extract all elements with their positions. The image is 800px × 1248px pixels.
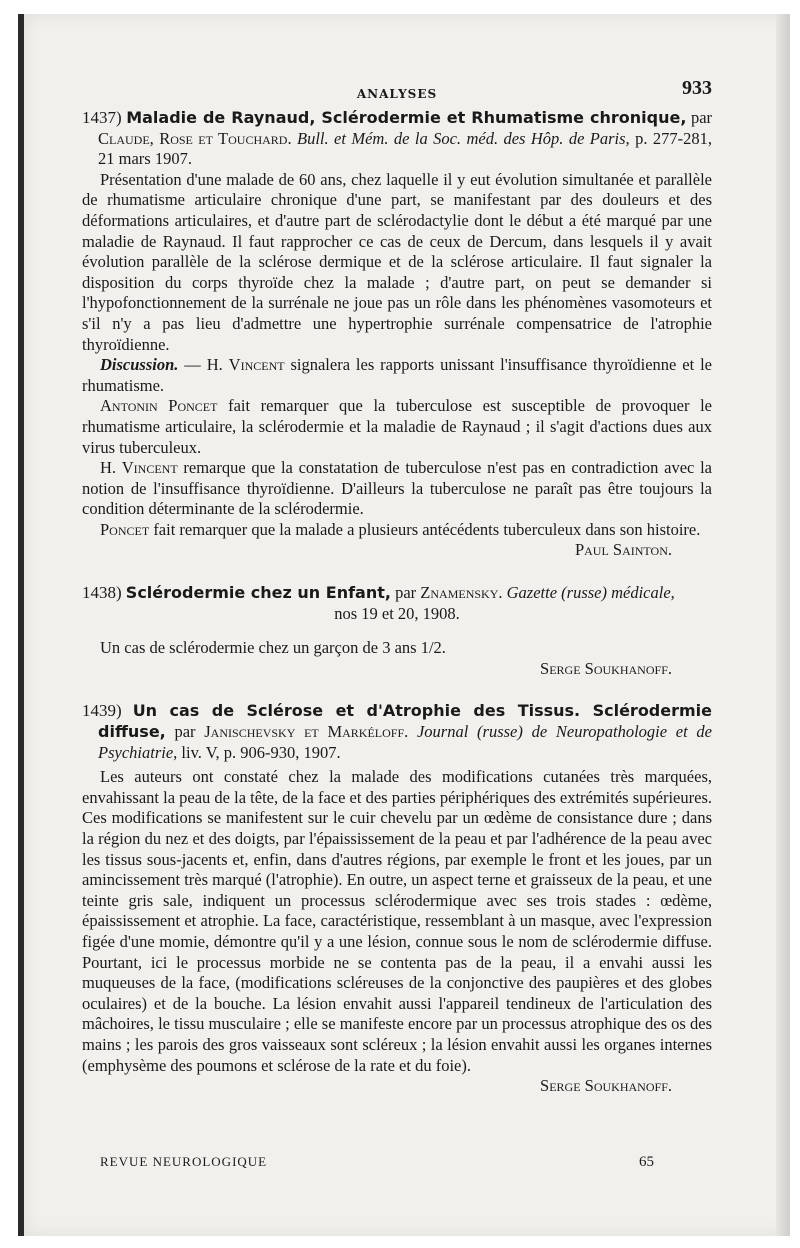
remark-text: fait remarquer que la malade a plusieurs antécédents tuberculeux dans son histoire.: [149, 519, 701, 539]
entry-title: Un cas de Sclérose et d'Atrophie des Tissus. Sclérodermie diffuse,: [98, 701, 713, 742]
scanned-page: [18, 14, 790, 1236]
entry-heading: [82, 701, 712, 763]
entry-authors: Claude, Rose et Touchard.: [98, 128, 292, 148]
remark-prefix: H.: [100, 458, 117, 478]
entry-heading: [82, 108, 712, 170]
discussion-paragraph: [82, 355, 712, 396]
running-head: [82, 78, 712, 104]
entry-paragraph: Un cas de sclérodermie chez un garçon de 3 ans 1/2.: [100, 638, 446, 658]
signature: Serge Soukhanoff.: [540, 1076, 672, 1096]
spacer: [82, 679, 712, 697]
page-edge: [776, 14, 790, 1236]
footer-signature-mark: 65: [639, 1154, 654, 1170]
entry-source: Gazette (russe) médicale,: [506, 583, 675, 603]
running-title: ANALYSES: [356, 87, 438, 101]
remark-name: Antonin Poncet: [100, 396, 218, 416]
entry-paragraph: Présentation d'une malade de 60 ans, chez laquelle il y eut évolution simultanée et parallèle de rhumatisme articulaire chronique d'une part, se manifestant par des douleurs et des déformations articulaires, et d'autre part de sclérodactylie dont le début a été marqué par une maladie de Raynaud. Il faut rapprocher ce cas de ceux de Dercum, dans lesquels il y avait évolution parallèle de la sclérose dermique et de la sclérose articulaire. Il faut signaler la disposition du corps thyroïde chez la malade ; d'autre part, on peut se demander si l'hypofonctionnement de la surrénale ne joue pas un rôle dans les phénomènes vasomoteurs et s'il n'y a pas lieu d'admettre une hypertrophie surrénale compensatrice de l'atrophie thyroïdienne.: [82, 169, 712, 354]
entry-heading: [82, 583, 712, 604]
entry-source: Bull. et Mém. de la Soc. méd. des Hôp. de Paris,: [297, 128, 630, 148]
authors-prefix: par: [690, 108, 713, 127]
remark-text: fait remarquer que la tuberculose est susceptible de provoquer le rhumatisme articulaire, la sclérodermie et la maladie de Raynaud ; il s'agit d'actions dues aux virus tuberculeux.: [82, 396, 712, 457]
page-content: [82, 78, 712, 1097]
discussion-text: signalera les rapports unissant l'insuffisance thyroïdienne et le rhumatisme.: [82, 355, 712, 395]
remark-paragraph: [82, 396, 712, 458]
authors-prefix: par: [174, 722, 196, 742]
authors-prefix: par: [395, 583, 417, 603]
remark-text: remarque que la constatation de tuberculose n'est pas en contradiction avec la notion de l'insuffisance thyroïdienne. D'ailleurs la tuberculose ne paraît pas être toujours la condition déterminante de la sclérodermie.: [82, 458, 712, 519]
discussion-name: Vincent: [228, 355, 285, 375]
entry-1438: [82, 583, 712, 679]
entry-pages: liv. V, p. 906-930, 1907.: [181, 742, 341, 762]
entry-title: Sclérodermie chez un Enfant,: [125, 583, 391, 603]
signature: Serge Soukhanoff.: [540, 658, 672, 678]
discussion-dash: — H.: [178, 355, 223, 375]
footer-journal: REVUE NEUROLOGIQUE: [100, 1154, 268, 1169]
entry-paragraph: Les auteurs ont constaté chez la malade des modifications cutanées très marquées, envahissant la peau de la tête, de la face et des parties périphériques des extrémités supérieures. Ces modifications se manifestent sur le cuir chevelu par un œdème de consistance dure ; dans la région du nez et des doigts, par l'épaississement de la peau et par l'adhérence de la peau avec les tissus sous-jacents et, enfin, dans d'autres régions, par exemple le front et les joues, par un amincissement très marqué (l'atrophie). En outre, un aspect terne et graisseux de la peau, et une teinte gris sale, indiquent un processus sclérodermique avec ses trois stades : œdème, épaississement et atrophie. La face, caractéristique, ressemblant à un masque, avec l'expression figée d'une momie, démontre qu'il y a une lésion, connue sous le nom de sclérodermie diffuse. Pourtant, ici le processus morbide ne se contenta pas de la peau, il a envahi aussi les muqueuses de la face, (modifications scléreuses de la conjonctive des paupières et des globes oculaires) et de la bouche. La lésion envahit aussi l'appareil tendineux de l'articulation des mâchoires, le tissu musculaire ; elle se manifeste encore par un processus atrophique des os des mains ; les parois des gros vaisseaux sont scléreux ; la lésion envahit aussi les organes internes (emphysème des poumons et sclérose de la rate et du foie).: [82, 767, 712, 1075]
entry-number: 1438): [82, 583, 122, 603]
entry-number: 1439): [82, 701, 122, 721]
spacer: [82, 624, 712, 638]
page-number: 933: [682, 77, 712, 99]
signature: Paul Sainton.: [574, 540, 672, 560]
remark-name: Poncet: [100, 519, 150, 539]
remark-name: Vincent: [121, 458, 178, 478]
entry-title: Maladie de Raynaud, Sclérodermie et Rhumatisme chronique,: [126, 108, 687, 127]
entry-pages: p. 277-281, 21 mars 1907.: [98, 128, 713, 169]
remark-paragraph: [82, 520, 712, 541]
entry-1439: [82, 701, 712, 1096]
entry-pages: nos 19 et 20, 1908.: [334, 603, 460, 623]
entry-number: 1437): [82, 108, 122, 127]
entry-source: Journal (russe) de Neuropathologie et de Psychiatrie,: [98, 722, 712, 762]
remark-paragraph: [82, 458, 712, 520]
entry-authors: Janischevsky et Markéloff.: [204, 722, 409, 742]
entry-authors: Znamensky.: [420, 583, 503, 603]
spacer: [82, 561, 712, 579]
entry-1437: [82, 108, 712, 561]
discussion-label: Discussion.: [100, 355, 179, 375]
